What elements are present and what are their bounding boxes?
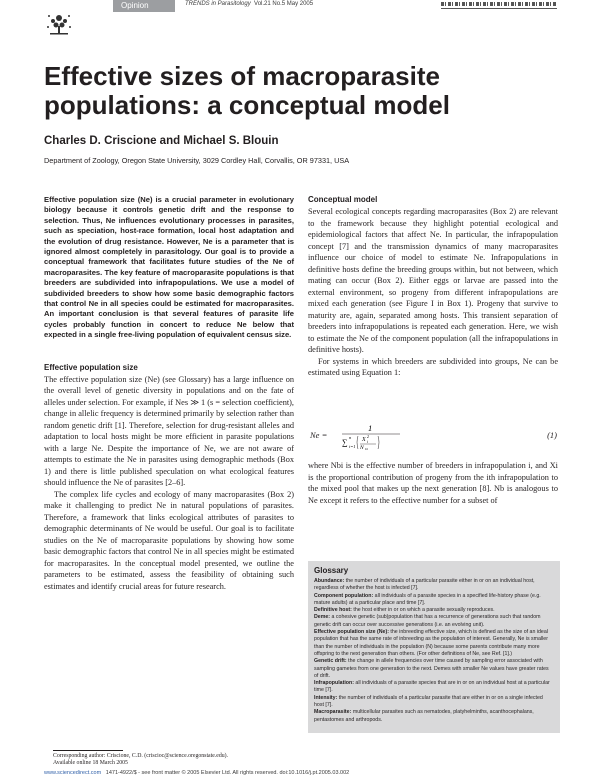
paragraph: The effective population size (Ne) (see Glossary) has a large influence on the overall level of genetic diversity in populations and on the fate of alleles under selection. For example, if Nes ≫ 1 (s = selection coefficient), change in allelic frequency is determined primarily by selection rather than random genetic drift [1]. Therefore, selection for drug-resistant alleles and adaptation to local hosts might be more efficient in parasite populations with a large Ne. Despite the importance of Ne, we are not aware of attempts to estimate the Ne in parasites using demographic methods (Box 1) and there is little published speculation on what ecological features should influence the Ne of parasites [2–6]. — [44, 374, 294, 488]
svg-text:∑: ∑ — [342, 438, 348, 447]
glossary-entry — [314, 695, 554, 710]
glossary-entry — [314, 607, 554, 614]
footer-copyright: 1471-4922/$ - see front matter © 2005 Elsevier Ltd. All rights reserved. doi:10.1016/j.pt.2005.03.002 — [105, 770, 350, 776]
paragraph: For systems in which breeders are subdivided into groups, Ne can be estimated using Equation 1: — [308, 356, 558, 377]
svg-text:1: 1 — [368, 423, 373, 433]
glossary-term: Deme: — [314, 614, 331, 621]
glossary-entry — [314, 614, 554, 629]
svg-text:i: i — [367, 439, 369, 444]
equation-1 — [310, 422, 560, 450]
glossary-definition: the inbreeding effective size, which is defined as the size of an ideal population that has the same rate of inbreeding as the population of interest. Generally, Ne is smaller than the number of individuals in the population (N) because some parents contribute many more offspring to the next generation than others. (For other definitions of Ne, see Ref. [1].) — [314, 629, 548, 657]
volume-info: Vol.21 No.5 May 2005 — [254, 1, 314, 7]
glossary-heading: Glossary — [314, 566, 349, 575]
glossary-term: Abundance: — [314, 578, 345, 584]
available-online: Available online 18 March 2005 — [53, 760, 128, 766]
glossary-term: Genetic drift: — [314, 658, 347, 665]
right-body-continued — [308, 460, 558, 506]
section-tag: Opinion — [113, 0, 175, 12]
glossary-definition: the number of individuals of a particular parasite that are either in or on a single infected host [7]. — [314, 694, 543, 709]
paragraph: The complex life cycles and ecology of many macroparasites (Box 2) make it challenging to predict Ne in natural populations of parasites. Therefore, a framework that links ecological attributes of parasites to demographic determinants of Ne would be useful. Our goal is to facilitate studies on the Ne of macroparasite populations by showing how some basic demographic factors that control Ne in all species might be estimated for macroparasites. In the conceptual model presented, we outline the parameters to be estimated, assess the feasibility of obtaining such estimates and identify crucial areas for future research. — [44, 489, 294, 591]
glossary-term: Intensity: — [314, 694, 338, 701]
page-footer — [44, 770, 560, 776]
article-affiliation: Department of Zoology, Oregon State University, 3029 Cordley Hall, Corvallis, OR 97331, USA — [44, 156, 350, 165]
glossary-entries — [314, 578, 554, 724]
article-authors: Charles D. Criscione and Michael S. Blouin — [44, 135, 279, 147]
equation-number: (1) — [547, 430, 557, 440]
footnote-rule — [53, 750, 123, 751]
section-heading-effective-population-size: Effective population size — [44, 362, 138, 372]
glossary-definition: multicellular parasites such as nematodes, platyhelminths, acanthocephalans, pentastomes and arthropods. — [314, 709, 534, 723]
glossary-entry — [314, 680, 554, 695]
footer-site-link[interactable]: www.sciencedirect.com — [44, 770, 102, 776]
journal-name: TRENDS in Parasitology — [185, 1, 251, 7]
equation-fraction — [340, 422, 404, 450]
glossary-definition: the change in allele frequencies over time caused by sampling error associated with sampling gametes from one generation to the next. Demes with smaller Ne values have greater rates of drift. — [314, 658, 549, 679]
svg-text:bi: bi — [365, 447, 368, 450]
sciencedirect-wordmark — [441, 2, 557, 6]
glossary-term: Macroparasite: — [314, 709, 352, 716]
svg-text:n: n — [349, 435, 352, 440]
abstract: Effective population size (Ne) is a crucial parameter in evolutionary biology because it controls genetic drift and the response to selection. Thus, Ne influences evolutionary processes in parasites, such as speciation, host-race formation, local host adaptation and the evolution of drug resistance. However, Ne is a parameter that is ignored almost completely in parasitology. Our goal is to provide a conceptual framework that facilitates future studies of the Ne of macroparasites. The key feature of macroparasite populations is that breeders are subdivided into infrapopulations. We use a model of subdivided breeders to show how some basic demographic factors that control Ne in all species could be estimated for macroparasites. An important conclusion is that several features of parasite life cycles probably function in concert to reduce Ne below that expected in a single free-living population of equivalent census size. — [44, 195, 294, 340]
glossary-definition: all individuals of a parasite species in a specified life-history phase (e.g. mature adults) at a particular place and time [7]. — [314, 592, 541, 606]
glossary-definition: the number of individuals of a particular parasite either in or on an individual host, regardless of whether the host is infected [7]. — [314, 578, 535, 592]
footnote — [53, 753, 228, 767]
svg-text:X: X — [362, 437, 366, 443]
glossary-definition: all individuals of a parasite species that are in or on an individual host at a particular time [7]. — [314, 680, 550, 694]
glossary-term: Infrapopulation: — [314, 680, 354, 687]
sciencedirect-rule — [441, 8, 557, 9]
svg-text:2: 2 — [367, 434, 369, 439]
journal-info — [185, 1, 313, 7]
page-header — [0, 0, 600, 40]
glossary-term: Effective population size (Ne): — [314, 629, 389, 636]
publisher-logo-icon — [44, 12, 74, 36]
section-heading-conceptual-model: Conceptual model — [308, 195, 378, 204]
article-title: Effective sizes of macroparasite populations: a conceptual model — [44, 61, 450, 120]
paragraph: where Nbi is the effective number of breeders in infrapopulation i, and Xi is the proportional contribution of progeny from the ith infrapopulation to the mixed pool that makes up the next generation [8]. Nb is analogous to Ne except it refers to the effective number for a subset of — [308, 461, 558, 505]
right-column — [308, 195, 558, 379]
left-body — [44, 374, 294, 593]
glossary-definition: a cohesive genetic (sub)population that has a recurrence of generations such that random genetic drift can occur over successive generations (i.e. an evolving unit). — [314, 614, 541, 628]
glossary-term: Definitive host: — [314, 607, 352, 614]
corresponding-author: Corresponding author: Criscione, C.D. (criscioc@science.oregonstate.edu). — [53, 753, 229, 759]
equation-lhs: Ne = — [310, 430, 328, 440]
glossary-definition: the host either in or on which a parasite sexually reproduces. — [351, 607, 495, 614]
sciencedirect-banner — [441, 2, 557, 9]
glossary-term: Component population: — [314, 592, 374, 599]
left-column — [44, 195, 294, 592]
glossary-entry — [314, 658, 554, 680]
glossary-box — [308, 561, 560, 733]
svg-text:N: N — [360, 445, 364, 450]
svg-text:i=1: i=1 — [349, 444, 356, 449]
glossary-entry — [314, 578, 554, 593]
glossary-entry — [314, 593, 554, 608]
glossary-entry — [314, 629, 554, 658]
right-body — [308, 206, 558, 379]
glossary-entry — [314, 709, 554, 724]
paragraph: Several ecological concepts regarding macroparasites (Box 2) are relevant to the framework because they highlight potential ecological and epidemiological factors that affect Ne. In particular, the infrapopulation concept [7] and the transmission dynamics of many macroparasites influence our choice of model to estimate Ne. Infrapopulations in definitive hosts define the breeding groups within, but not between, which mating can occur (Box 2). Either eggs or larvae are passed into the external environment, so progeny from different infrapopulations are mixed each generation (see Figure I in Box 1). Progeny that survive to maturity are, again, separated among hosts. This transient separation of breeders into infrapopulations is repeated each generation. Here, we wish to estimate the Ne of the component population (all the infrapopulations in definitive hosts). — [308, 207, 558, 354]
